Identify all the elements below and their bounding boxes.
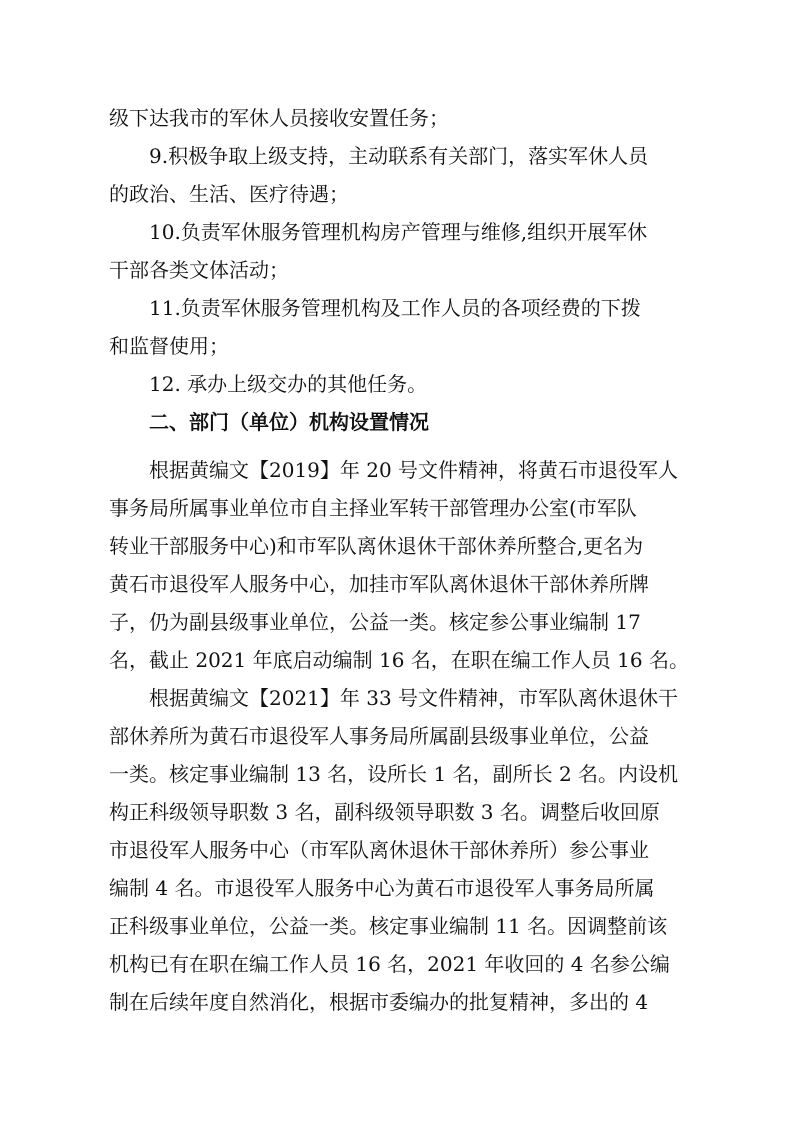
body-text: 12. 承办上级交办的其他任务。	[149, 372, 428, 396]
paragraph-1-line-4	[0, 569, 794, 599]
paragraph-2-line-1	[0, 683, 794, 713]
paragraph-1-line-3	[0, 531, 794, 561]
body-line-7	[0, 331, 794, 361]
body-text: 黄石市退役军人服务中心，加挂市军队离休退休干部休养所牌	[109, 572, 649, 596]
paragraph-2-line-2	[0, 721, 794, 751]
body-text: 构正科级领导职数 3 名，副科级领导职数 3 名。调整后收回原	[109, 800, 660, 824]
body-line-1	[0, 103, 794, 133]
body-text: 市退役军人服务中心（市军队离休退休干部休养所）参公事业	[109, 838, 649, 862]
body-text: 一类。核定事业编制 13 名，设所长 1 名，副所长 2 名。内设机	[109, 762, 679, 786]
paragraph-2-line-7	[0, 911, 794, 941]
paragraph-2-line-5	[0, 835, 794, 865]
body-text: 10.负责军休服务管理机构房产管理与维修,组织开展军休	[149, 220, 648, 244]
body-text: 干部各类文体活动；	[109, 258, 289, 282]
paragraph-2-line-4	[0, 797, 794, 827]
body-text: 根据黄编文【2019】年 20 号文件精神，将黄石市退役军人	[149, 458, 679, 482]
body-text: 编制 4 名。市退役军人服务中心为黄石市退役军人事务局所属	[109, 876, 655, 900]
body-text: 制在后续年度自然消化，根据市委编办的批复精神，多出的 4	[109, 990, 649, 1014]
body-line-3	[0, 179, 794, 209]
paragraph-2-line-9	[0, 987, 794, 1017]
body-text: 级下达我市的军休人员接收安置任务；	[109, 106, 449, 130]
paragraph-2-line-3	[0, 759, 794, 789]
section-heading-text: 二、部门（单位）机构设置情况	[149, 410, 429, 434]
body-text: 根据黄编文【2021】年 33 号文件精神，市军队离休退休干	[149, 686, 679, 710]
list-item-11	[0, 293, 794, 323]
body-text: 的政治、生活、医疗待遇；	[109, 182, 349, 206]
paragraph-1-line-1	[0, 455, 794, 485]
body-text: 正科级事业单位，公益一类。核定事业编制 11 名。因调整前该	[109, 914, 668, 938]
body-text: 事务局所属事业单位市自主择业军转干部管理办公室(市军队	[109, 496, 637, 520]
body-text: 子，仍为副县级事业单位，公益一类。核定参公事业编制 17	[109, 610, 641, 634]
paragraph-1-line-5	[0, 607, 794, 637]
list-item-9	[0, 141, 794, 171]
section-heading	[0, 407, 794, 437]
body-text: 9.积极争取上级支持，主动联系有关部门，落实军休人员	[149, 144, 649, 168]
paragraph-2-line-8	[0, 949, 794, 979]
body-text: 部休养所为黄石市退役军人事务局所属副县级事业单位，公益	[109, 724, 649, 748]
body-text: 和监督使用；	[109, 334, 229, 358]
body-text: 机构已有在职在编工作人员 16 名，2021 年收回的 4 名参公编	[109, 952, 670, 976]
body-text: 11.负责军休服务管理机构及工作人员的各项经费的下拨	[149, 296, 641, 320]
paragraph-2-line-6	[0, 873, 794, 903]
paragraph-1-line-2	[0, 493, 794, 523]
list-item-10	[0, 217, 794, 247]
list-item-12	[0, 369, 794, 399]
paragraph-1-line-6	[0, 645, 794, 675]
body-text: 转业干部服务中心)和市军队离休退休干部休养所整合,更名为	[109, 534, 644, 558]
body-line-5	[0, 255, 794, 285]
body-text: 名，截止 2021 年底启动编制 16 名，在职在编工作人员 16 名。	[109, 648, 689, 672]
